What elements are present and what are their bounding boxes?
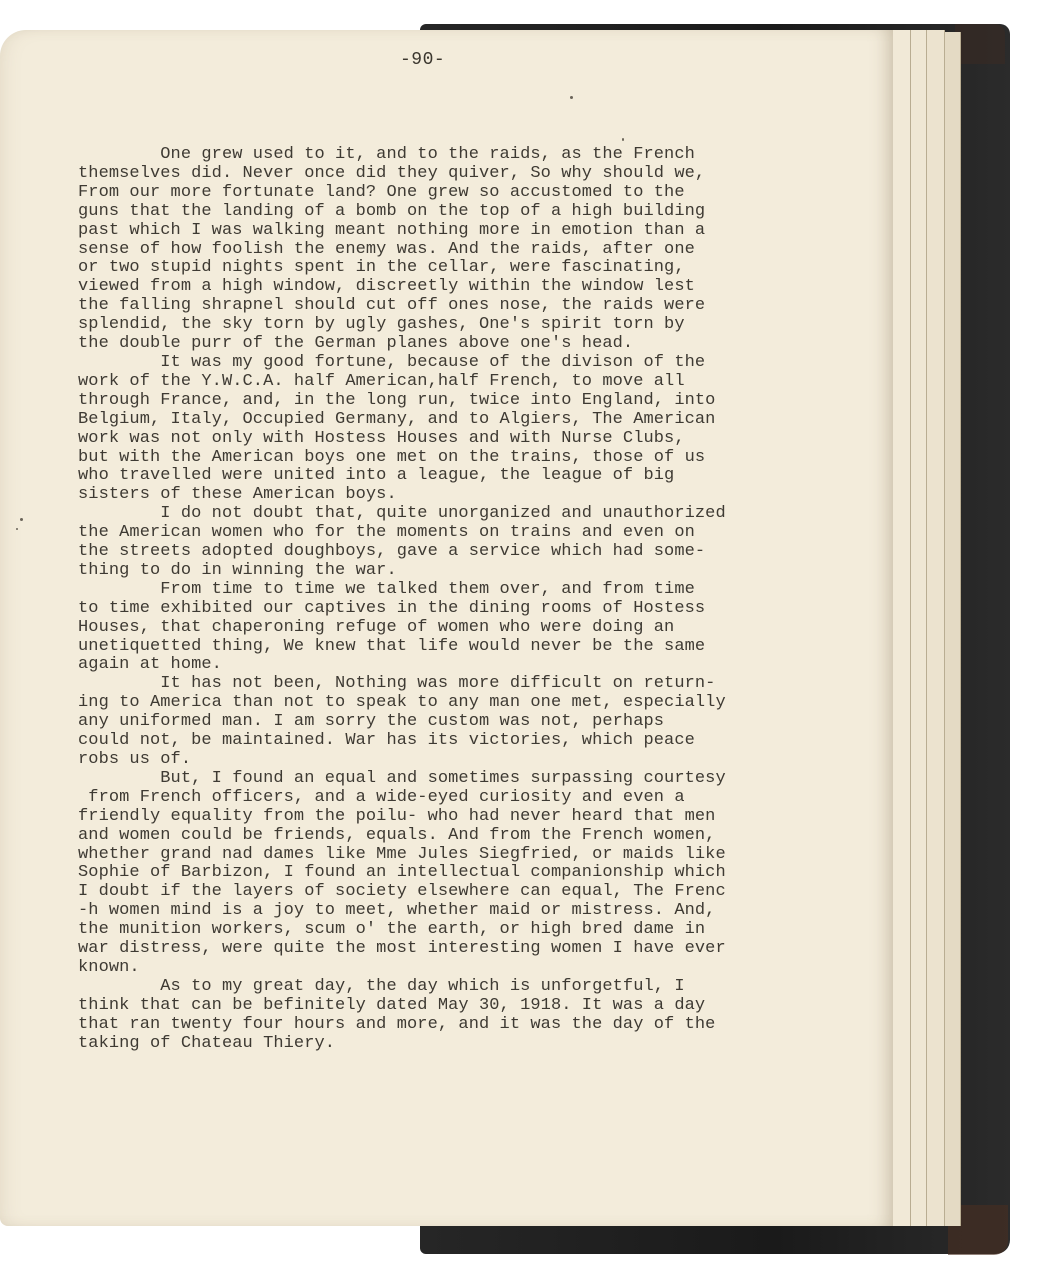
text-line: viewed from a high window, discreetly within the window lest	[78, 277, 695, 297]
text-line: I doubt if the layers of society elsewhere can equal, The Frenc	[78, 882, 726, 902]
text-line: -h women mind is a joy to meet, whether maid or mistress. And,	[78, 901, 716, 921]
text-line: friendly equality from the poilu- who had never heard that men	[78, 806, 716, 826]
text-line: robs us of.	[78, 750, 192, 769]
text-line: through France, and, in the long run, twice into England, into	[78, 390, 716, 410]
text-line: the falling shrapnel should cut off ones nose, the raids were	[78, 296, 706, 316]
text-line: But, I found an equal and sometimes surpassing courtesy	[78, 768, 726, 788]
text-line: One grew used to it, and to the raids, as the French	[78, 145, 695, 164]
text-line: that ran twenty four hours and more, and it was the day of the	[78, 1014, 716, 1034]
text-line: the munition workers, scum o' the earth, or high bred dame in	[78, 920, 706, 940]
text-line: whether grand nad dames like Mme Jules Siegfried, or maids like	[78, 844, 726, 864]
text-line: or two stupid nights spent in the cellar, were fascinating,	[78, 258, 685, 278]
text-line: Houses, that chaperoning refuge of women who were doing an	[78, 617, 675, 637]
text-line: It was my good fortune, because of the divison of the	[78, 352, 706, 372]
text-line: war distress, were quite the most interesting women I have ever	[78, 939, 726, 959]
text-line: taking of Chateau Thiery.	[78, 1033, 336, 1053]
ink-speck	[20, 518, 23, 521]
text-line: splendid, the sky torn by ugly gashes, One's spirit torn by	[78, 315, 685, 335]
page-number: -90-	[400, 50, 446, 70]
text-line: I do not doubt that, quite unorganized and unauthorized	[78, 504, 726, 524]
text-line: but with the American boys one met on the trains, those of us	[78, 447, 706, 467]
text-line: and women could be friends, equals. And from the French women,	[78, 825, 716, 845]
text-line: thing to do in winning the war.	[78, 560, 397, 580]
text-line: themselves did. Never once did they quiver, So why should we,	[78, 163, 706, 183]
text-line: think that can be befinitely dated May 30, 1918. It was a day	[78, 995, 706, 1015]
text-line: unetiquetted thing, We knew that life would never be the same	[78, 636, 706, 656]
text-line: from French officers, and a wide-eyed curiosity and even a	[78, 787, 685, 807]
ink-speck	[16, 528, 18, 530]
text-line: sisters of these American boys.	[78, 485, 397, 505]
text-line: the streets adopted doughboys, gave a service which had some-	[78, 542, 706, 562]
text-line: From our more fortunate land? One grew so accustomed to the	[78, 182, 685, 202]
page-body-text	[78, 146, 878, 1054]
ink-speck	[570, 96, 573, 99]
text-line: guns that the landing of a bomb on the top of a high building	[78, 201, 706, 221]
text-line: again at home.	[78, 655, 222, 675]
text-line: work was not only with Hostess Houses and with Nurse Clubs,	[78, 428, 685, 448]
text-line: could not, be maintained. War has its victories, which peace	[78, 731, 695, 751]
ink-speck	[622, 138, 624, 141]
text-line: As to my great day, the day which is unforgetful, I	[78, 976, 685, 996]
text-line: sense of how foolish the enemy was. And the raids, after one	[78, 239, 695, 259]
text-line: Belgium, Italy, Occupied Germany, and to Algiers, The American	[78, 409, 716, 429]
text-line: who travelled were united into a league, the league of big	[78, 466, 675, 486]
text-line: ing to America than not to speak to any man one met, especially	[78, 693, 726, 713]
text-line: past which I was walking meant nothing more in emotion than a	[78, 220, 706, 240]
text-line: Sophie of Barbizon, I found an intellectual companionship which	[78, 863, 726, 883]
text-line: known.	[78, 957, 140, 977]
text-line: the double purr of the German planes above one's head.	[78, 334, 634, 354]
text-line: the American women who for the moments on trains and even on	[78, 523, 695, 543]
text-line: From time to time we talked them over, and from time	[78, 579, 695, 599]
text-line: It has not been, Nothing was more difficult on return-	[78, 674, 716, 694]
text-line: to time exhibited our captives in the dining rooms of Hostess	[78, 598, 706, 618]
text-line: work of the Y.W.C.A. half American,half French, to move all	[78, 371, 685, 391]
cover-corner-wear	[955, 24, 1005, 64]
text-line: any uniformed man. I am sorry the custom was not, perhaps	[78, 712, 665, 732]
